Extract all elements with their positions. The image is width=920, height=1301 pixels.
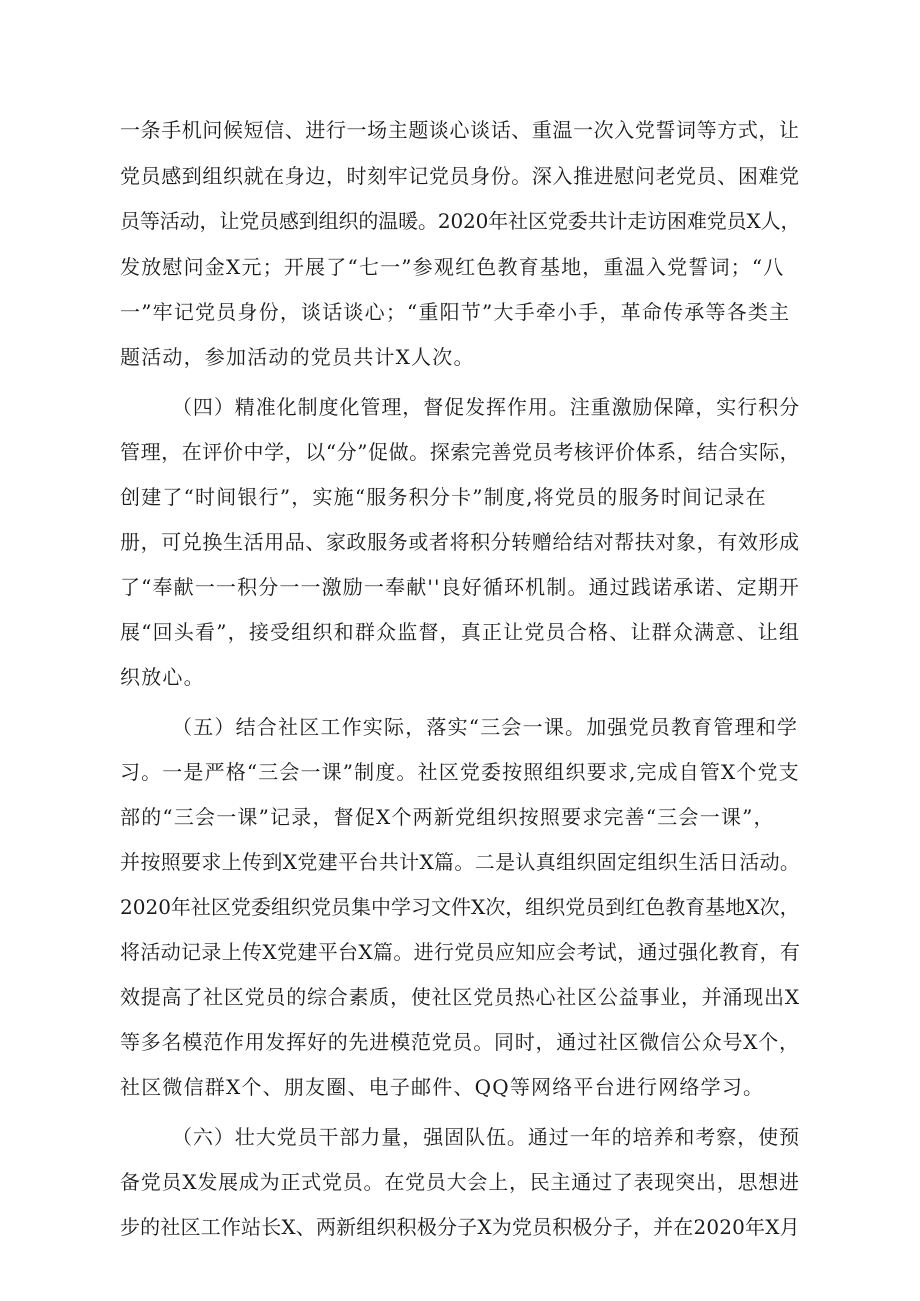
section-5-line-2: 习。一是严格“三会一课”制度。社区党委按照组织要求,完成自管X个党支 xyxy=(120,760,800,784)
section-5-line-6: 将活动记录上传X党建平台X篇。进行党员应知应会考试，通过强化教育，有 xyxy=(120,940,801,964)
section-5-line-4: 并按照要求上传到X党建平台共计X篇。二是认真组织固定组织生活日活动。 xyxy=(120,850,801,874)
section-4-line-7: 织放心。 xyxy=(120,665,205,689)
section-5-line-9: 社区微信群X个、朋友圈、电子邮件、QQ等网络平台进行网络学习。 xyxy=(120,1075,765,1099)
section-6-line-2: 备党员X发展成为正式党员。在党员大会上，民主通过了表现突出，思想进 xyxy=(120,1170,800,1194)
section-5-line-3: 部的“三会一课”记录，督促X个两新党组织按照要求完善“三会一课”， xyxy=(120,805,775,829)
section-6-line-1: （六）壮大党员干部力量，强固队伍。通过一年的培养和考察，使预 xyxy=(172,1125,800,1149)
section-4-line-2: 管理，在评价中学，以“分”促做。探索完善党员考核评价体系，结合实际， xyxy=(120,440,801,464)
section-4-line-3: 创建了“时间银行”，实施“服务积分卡”制度,将党员的服务时间记录在 xyxy=(120,485,767,509)
section-4-line-6: 展“回头看”，接受组织和群众监督，真正让党员合格、让群众满意、让组 xyxy=(120,620,801,644)
section-4-line-1: （四）精准化制度化管理，督促发挥作用。注重激励保障，实行积分 xyxy=(172,395,800,419)
section-4-line-5: 了“奉献一一积分一一激励一奉献''良好循环机制。通过践诺承诺、定期开 xyxy=(120,575,801,599)
section-4-line-4: 册，可兑换生活用品、家政服务或者将积分转赠给结对帮扶对象，有效形成 xyxy=(120,530,800,554)
intro-line-3: 员等活动，让党员感到组织的温暖。2020年社区党委共计走访困难党员X人， xyxy=(120,209,801,233)
section-5-line-7: 效提高了社区党员的综合素质，使社区党员热心社区公益事业，并涌现出X xyxy=(120,985,800,1009)
section-5-line-5: 2020年社区党委组织党员集中学习文件X次，组织党员到红色教育基地X次， xyxy=(120,895,800,919)
intro-line-4: 发放慰问金X元；开展了“七一”参观红色教育基地，重温入党誓词；“八 xyxy=(120,255,785,279)
section-5-line-1: （五）结合社区工作实际，落实“三会一课。加强党员教育管理和学 xyxy=(172,715,799,739)
section-5-line-8: 等多名模范作用发挥好的先进模范党员。同时，通过社区微信公众号X个， xyxy=(120,1030,800,1054)
intro-line-5: 一”牢记党员身份，谈话谈心；“重阳节”大手牵小手，革命传承等各类主 xyxy=(120,300,791,324)
intro-line-2: 党员感到组织就在身边，时刻牢记党员身份。深入推进慰问老党员、困难党 xyxy=(120,164,800,188)
intro-line-6: 题活动，参加活动的党员共计X人次。 xyxy=(120,345,475,369)
section-6-line-3: 步的社区工作站长X、两新组织积极分子X为党员积极分子，并在2020年X月 xyxy=(120,1215,800,1239)
intro-line-1: 一条手机问候短信、进行一场主题谈心谈话、重温一次入党誓词等方式，让 xyxy=(120,118,800,142)
